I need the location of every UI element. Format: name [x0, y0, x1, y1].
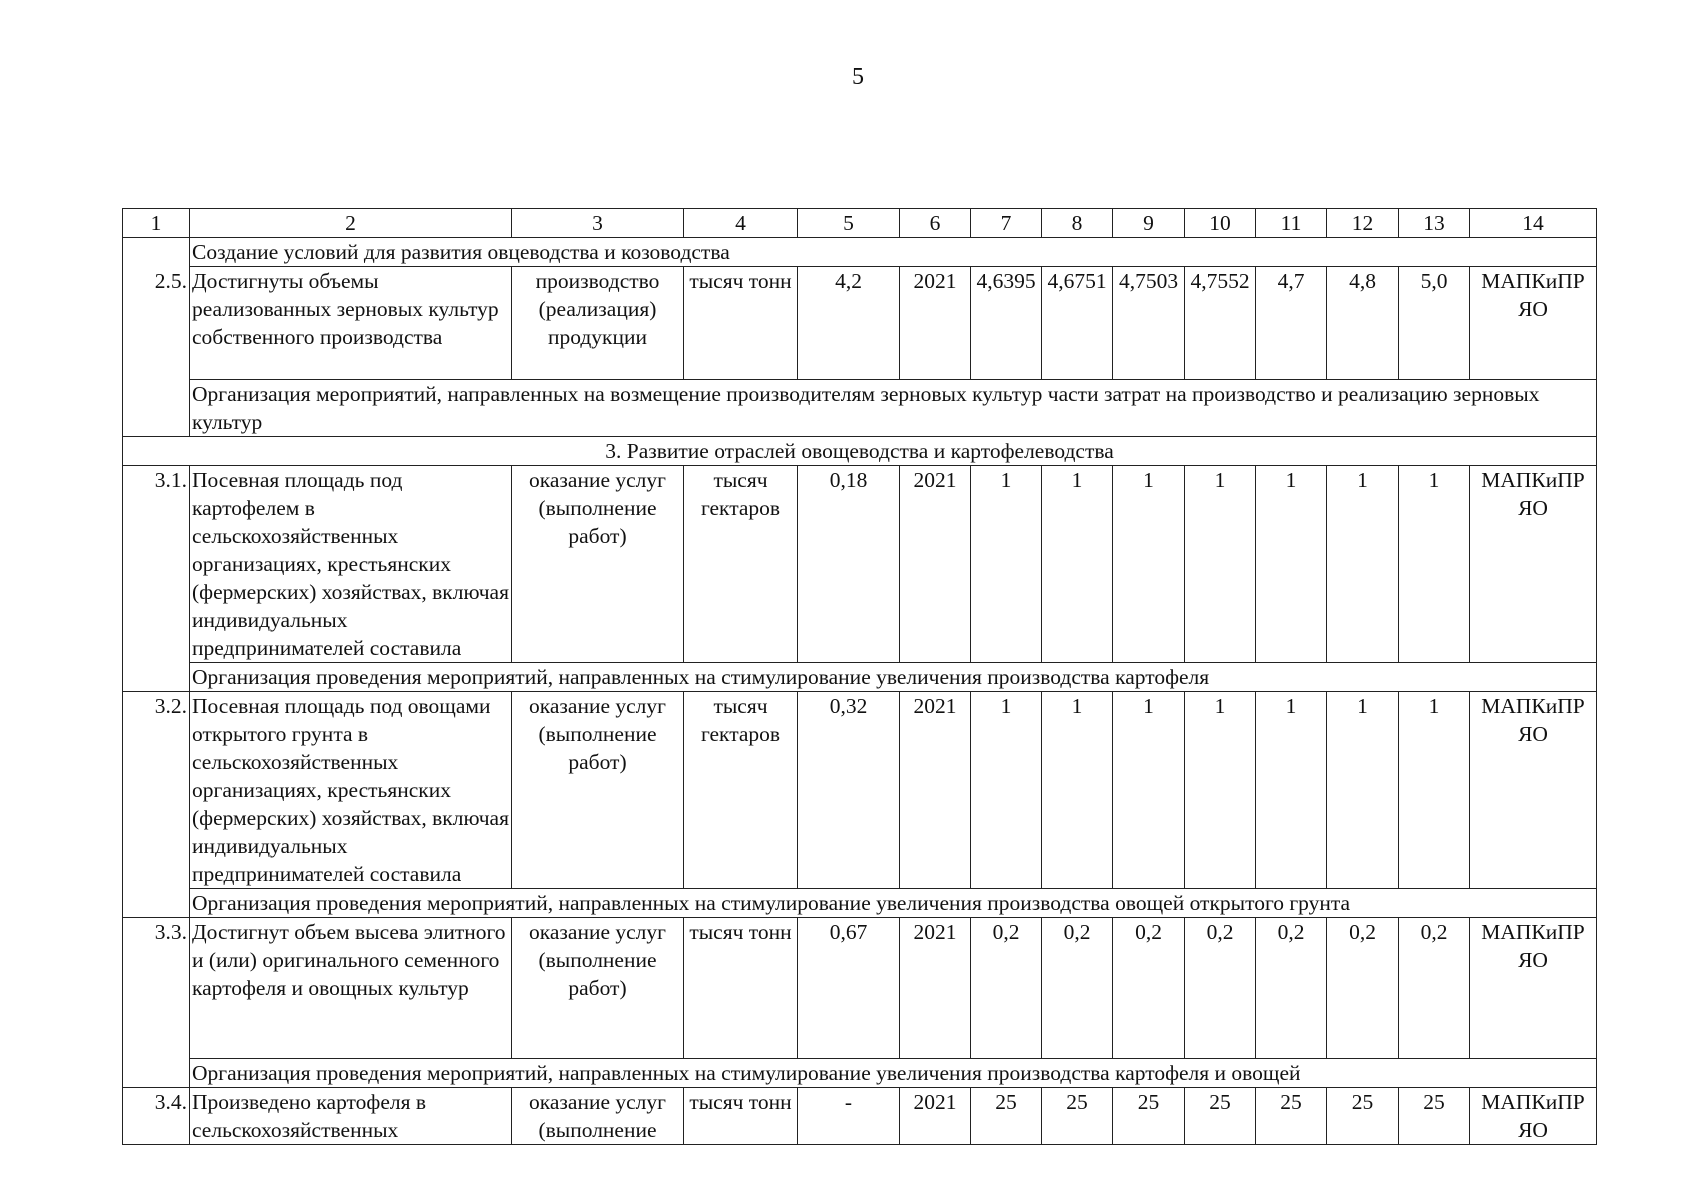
value-12: 25 — [1327, 1088, 1399, 1145]
table-row — [123, 1088, 1597, 1145]
value-13: 1 — [1399, 466, 1470, 663]
unit: тысяч тонн — [684, 1088, 798, 1145]
value-13: 0,2 — [1399, 918, 1470, 1059]
header-cell: 3 — [512, 209, 684, 238]
section-title: 3. Развитие отраслей овощеводства и картофелеводства — [123, 437, 1597, 466]
table-row — [123, 918, 1597, 1059]
header-cell: 7 — [971, 209, 1042, 238]
header-cell: 9 — [1113, 209, 1185, 238]
value-9: 4,7503 — [1113, 267, 1185, 380]
row-number-cell — [123, 238, 190, 267]
value-8: 1 — [1042, 466, 1113, 663]
base-year: 2021 — [900, 1088, 971, 1145]
unit: тысяч гектаров — [684, 466, 798, 663]
value-9: 1 — [1113, 466, 1185, 663]
value-10: 1 — [1185, 466, 1256, 663]
base-year: 2021 — [900, 692, 971, 889]
indicator-name: Достигнут объем высева элитного и (или) оригинального семенного картофеля и овощных культур — [190, 918, 512, 1059]
measure-text: Организация проведения мероприятий, направленных на стимулирование увеличения производства овощей открытого грунта — [190, 889, 1597, 918]
value-12: 1 — [1327, 466, 1399, 663]
indicator-name: Достигнуты объемы реализованных зерновых культур собственного производства — [190, 267, 512, 380]
value-12: 4,8 — [1327, 267, 1399, 380]
header-cell: 1 — [123, 209, 190, 238]
section-title-row — [123, 238, 1597, 267]
page-number: 5 — [852, 64, 864, 90]
value-7: 1 — [971, 466, 1042, 663]
base-value: 0,67 — [798, 918, 900, 1059]
value-12: 1 — [1327, 692, 1399, 889]
value-10: 25 — [1185, 1088, 1256, 1145]
base-year: 2021 — [900, 918, 971, 1059]
indicators-table — [122, 208, 1597, 1145]
responsible: МАПКиПР ЯО — [1470, 1088, 1597, 1145]
responsible: МАПКиПР ЯО — [1470, 466, 1597, 663]
value-13: 5,0 — [1399, 267, 1470, 380]
row-number: 3.2. — [123, 692, 190, 889]
row-number-cell — [123, 663, 190, 692]
value-10: 0,2 — [1185, 918, 1256, 1059]
header-cell: 13 — [1399, 209, 1470, 238]
value-10: 4,7552 — [1185, 267, 1256, 380]
value-9: 1 — [1113, 692, 1185, 889]
value-9: 25 — [1113, 1088, 1185, 1145]
row-number: 3.3. — [123, 918, 190, 1059]
section-title-row — [123, 437, 1597, 466]
measure-row — [123, 889, 1597, 918]
row-number-cell — [123, 380, 190, 437]
responsible: МАПКиПР ЯО — [1470, 918, 1597, 1059]
base-year: 2021 — [900, 466, 971, 663]
header-cell: 14 — [1470, 209, 1597, 238]
row-number-cell — [123, 1059, 190, 1088]
header-cell: 4 — [684, 209, 798, 238]
measure-row — [123, 380, 1597, 437]
column-number-row — [123, 209, 1597, 238]
header-cell: 6 — [900, 209, 971, 238]
indicator-name: Произведено картофеля в сельскохозяйственных — [190, 1088, 512, 1145]
value-13: 25 — [1399, 1088, 1470, 1145]
value-9: 0,2 — [1113, 918, 1185, 1059]
base-value: 0,32 — [798, 692, 900, 889]
row-number: 3.1. — [123, 466, 190, 663]
value-12: 0,2 — [1327, 918, 1399, 1059]
indicator-type: оказание услуг (выполнение работ) — [512, 466, 684, 663]
value-7: 1 — [971, 692, 1042, 889]
unit: тысяч гектаров — [684, 692, 798, 889]
measure-row — [123, 1059, 1597, 1088]
indicator-name: Посевная площадь под картофелем в сельскохозяйственных организациях, крестьянских (фермерских) хозяйствах, включая индивидуальных предпринимателей составила — [190, 466, 512, 663]
row-number-cell — [123, 889, 190, 918]
row-number: 3.4. — [123, 1088, 190, 1145]
value-8: 25 — [1042, 1088, 1113, 1145]
value-8: 1 — [1042, 692, 1113, 889]
table-row — [123, 692, 1597, 889]
value-7: 0,2 — [971, 918, 1042, 1059]
measure-text: Организация проведения мероприятий, направленных на стимулирование увеличения производства картофеля и овощей — [190, 1059, 1597, 1088]
indicator-type: оказание услуг (выполнение работ) — [512, 692, 684, 889]
value-11: 25 — [1256, 1088, 1327, 1145]
indicator-name: Посевная площадь под овощами открытого грунта в сельскохозяйственных организациях, крестьянских (фермерских) хозяйствах, включая индивидуальных предпринимателей составила — [190, 692, 512, 889]
value-8: 0,2 — [1042, 918, 1113, 1059]
value-7: 4,6395 — [971, 267, 1042, 380]
header-cell: 11 — [1256, 209, 1327, 238]
indicator-type: оказание услуг (выполнение — [512, 1088, 684, 1145]
value-8: 4,6751 — [1042, 267, 1113, 380]
table-row — [123, 466, 1597, 663]
responsible: МАПКиПР ЯО — [1470, 267, 1597, 380]
base-value: 0,18 — [798, 466, 900, 663]
header-cell: 8 — [1042, 209, 1113, 238]
value-11: 1 — [1256, 692, 1327, 889]
indicator-type: производство (реализация) продукции — [512, 267, 684, 380]
table-row — [123, 267, 1597, 380]
measure-text: Организация проведения мероприятий, направленных на стимулирование увеличения производства картофеля — [190, 663, 1597, 692]
unit: тысяч тонн — [684, 267, 798, 380]
measure-text: Организация мероприятий, направленных на возмещение производителям зерновых культур части затрат на производство и реализацию зерновых культур — [190, 380, 1597, 437]
header-cell: 12 — [1327, 209, 1399, 238]
indicator-type: оказание услуг (выполнение работ) — [512, 918, 684, 1059]
value-13: 1 — [1399, 692, 1470, 889]
header-cell: 5 — [798, 209, 900, 238]
base-value: - — [798, 1088, 900, 1145]
base-year: 2021 — [900, 267, 971, 380]
base-value: 4,2 — [798, 267, 900, 380]
header-cell: 10 — [1185, 209, 1256, 238]
section-title: Создание условий для развития овцеводства и козоводства — [190, 238, 1597, 267]
value-7: 25 — [971, 1088, 1042, 1145]
value-10: 1 — [1185, 692, 1256, 889]
header-cell: 2 — [190, 209, 512, 238]
unit: тысяч тонн — [684, 918, 798, 1059]
responsible: МАПКиПР ЯО — [1470, 692, 1597, 889]
value-11: 4,7 — [1256, 267, 1327, 380]
value-11: 0,2 — [1256, 918, 1327, 1059]
row-number: 2.5. — [123, 267, 190, 380]
value-11: 1 — [1256, 466, 1327, 663]
measure-row — [123, 663, 1597, 692]
